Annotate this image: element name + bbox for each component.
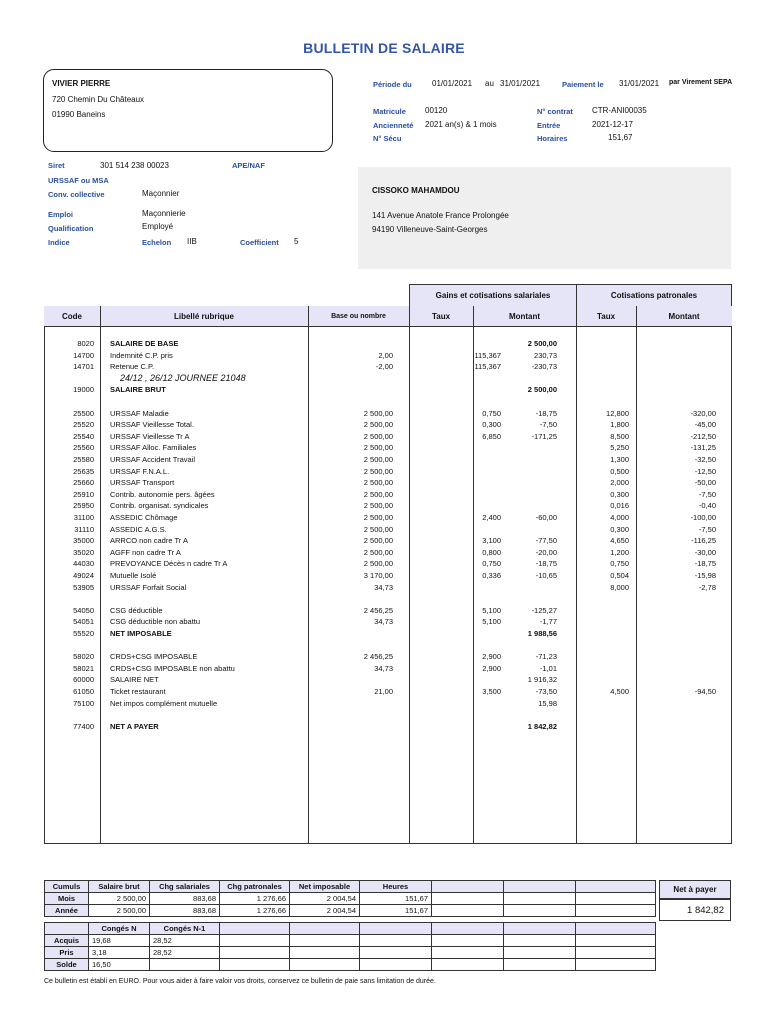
empty-header-cell <box>432 881 504 893</box>
row-base: 2,00 <box>378 350 393 360</box>
row-montant: 2 500,00 <box>527 385 557 395</box>
net-a-payer-label: Net à payer <box>659 880 731 899</box>
row-label: Acquis <box>45 935 89 947</box>
periode-au: au <box>485 79 494 88</box>
row-taux: 6,850 <box>482 431 501 441</box>
row-taux: 2,900 <box>482 663 501 673</box>
cell <box>432 893 504 905</box>
cumuls-row-mois <box>45 893 656 905</box>
cell: 2 500,00 <box>89 893 150 905</box>
anciennete-label: Ancienneté <box>373 121 414 130</box>
row-patronal-montant: -15,98 <box>694 571 716 580</box>
row-libelle: PREVOYANCE Décès n cadre Tr A <box>110 559 228 569</box>
row-libelle: Mutuelle Isolé <box>110 571 157 580</box>
cell: 151,67 <box>360 893 432 905</box>
table-row <box>44 547 732 559</box>
row-montant: -71,23 <box>535 652 557 662</box>
row-libelle: Ticket restaurant <box>110 687 166 696</box>
row-code: 25950 <box>73 501 94 511</box>
matricule-label: Matricule <box>373 107 406 116</box>
row-code: 14700 <box>73 350 94 360</box>
cell <box>504 905 576 917</box>
row-montant: -1,01 <box>539 663 557 673</box>
row-patronal-montant: -30,00 <box>694 547 716 557</box>
siret-value: 301 514 238 00023 <box>100 161 169 170</box>
cell: 2 500,00 <box>89 905 150 917</box>
row-code: 31100 <box>73 513 94 522</box>
table-row <box>44 431 732 443</box>
row-patronal-taux: 4,650 <box>610 536 629 546</box>
empty-header-cell <box>504 923 576 935</box>
cell: 3,18 <box>89 947 150 959</box>
employer-address-line1: 720 Chemin Du Châteaux <box>52 95 145 104</box>
row-montant: 1 842,82 <box>527 721 557 731</box>
row-libelle: ASSEDIC Chômage <box>110 513 178 522</box>
row-label: Mois <box>45 893 89 905</box>
row-libelle: URSSAF Transport <box>110 478 175 488</box>
conges-row-solde <box>45 959 656 971</box>
empty-header-cell <box>290 923 360 935</box>
row-base: 2 500,00 <box>363 524 393 534</box>
cell: 883,68 <box>150 905 220 917</box>
empty-header-cell <box>360 923 432 935</box>
table-row <box>44 384 732 396</box>
row-patronal-montant: -45,00 <box>694 420 716 430</box>
table-row <box>44 489 732 501</box>
row-patronal-montant: -131,25 <box>690 443 716 453</box>
conges-header <box>45 923 89 935</box>
col-header-taux: Taux <box>431 312 451 321</box>
row-base: 2 500,00 <box>363 478 393 488</box>
periode-to: 31/01/2021 <box>500 79 541 88</box>
cell: 28,52 <box>150 947 220 959</box>
siret-label: Siret <box>48 161 65 170</box>
row-patronal-taux: 0,750 <box>610 559 629 569</box>
row-libelle: URSSAF Vieillesse Tr A <box>110 431 190 441</box>
row-libelle: Contrib. autonomie pers. âgées <box>110 489 215 499</box>
table-row <box>44 454 732 466</box>
cell <box>432 905 504 917</box>
cell: 1 276,66 <box>220 905 290 917</box>
row-base: 34,73 <box>374 617 393 627</box>
entree-label: Entrée <box>537 121 561 130</box>
row-montant: 1 988,56 <box>527 629 557 638</box>
row-taux: 3,100 <box>482 536 501 546</box>
table-row <box>44 593 732 605</box>
cell: 883,68 <box>150 893 220 905</box>
row-patronal-montant: -212,50 <box>690 431 716 441</box>
row-montant: 2 500,00 <box>527 339 557 348</box>
row-montant: -171,25 <box>531 431 557 441</box>
row-code: 55520 <box>73 629 94 638</box>
table-row <box>44 419 732 431</box>
row-base: 2 456,25 <box>363 605 393 615</box>
table-row <box>44 640 732 652</box>
table-row <box>44 477 732 489</box>
col-header-base: Base ou nombre <box>331 313 386 320</box>
paiement-date: 31/01/2021 <box>619 79 660 88</box>
empty-header-cell <box>220 923 290 935</box>
row-taux: 0,750 <box>482 559 501 569</box>
row-code: 25540 <box>73 431 94 441</box>
row-taux: 0,750 <box>482 408 501 418</box>
row-code: 53905 <box>73 582 94 592</box>
table-row <box>44 535 732 547</box>
cumuls-header-row <box>45 881 656 893</box>
row-montant: -7,50 <box>539 420 557 430</box>
row-code: 35000 <box>73 536 94 546</box>
row-libelle: CRDS+CSG IMPOSABLE <box>110 652 198 662</box>
cell: 151,67 <box>360 905 432 917</box>
row-montant: -18,75 <box>535 559 557 569</box>
footer-note: Ce bulletin est établi en EURO. Pour vous aider à faire valoir vos droits, conservez ce bulletin de paie sans limitation de durée. <box>44 978 436 985</box>
employee-name: CISSOKO MAHAMDOU <box>372 186 460 195</box>
table-row <box>44 338 732 350</box>
horaires-label: Horaires <box>537 134 568 143</box>
row-libelle: Indemnité C.P. pris <box>110 350 173 360</box>
row-base: 2 500,00 <box>363 431 393 441</box>
row-code: 25660 <box>73 478 94 488</box>
table-row <box>44 628 732 640</box>
row-patronal-montant: -32,50 <box>694 455 716 464</box>
employer-name: VIVIER PIERRE <box>52 79 111 88</box>
conges-header-row <box>45 923 656 935</box>
entree-value: 2021-12-17 <box>592 120 633 129</box>
row-base: 2 456,25 <box>363 652 393 662</box>
row-libelle: URSSAF Vieillesse Total. <box>110 420 194 430</box>
indice-label: Indice <box>48 238 70 247</box>
row-code: 54051 <box>73 617 94 627</box>
row-code: 25500 <box>73 408 94 418</box>
row-libelle: 24/12 , 26/12 JOURNEE 21048 <box>120 372 246 383</box>
cell: 16,50 <box>89 959 150 971</box>
conges-row-acquis <box>45 935 656 947</box>
periode-from: 01/01/2021 <box>432 79 473 88</box>
row-montant: -18,75 <box>535 408 557 418</box>
conges-header: Congés N-1 <box>150 923 220 935</box>
cumuls-header: Cumuls <box>45 881 89 893</box>
row-patronal-taux: 4,500 <box>610 687 629 696</box>
row-montant: -77,50 <box>535 536 557 546</box>
row-patronal-taux: 12,800 <box>606 408 629 418</box>
table-row <box>44 373 732 385</box>
horaires-value: 151,67 <box>608 133 633 142</box>
row-libelle: URSSAF Accident Travail <box>110 455 196 464</box>
table-row <box>44 408 732 420</box>
cell: 2 004,54 <box>290 905 360 917</box>
employee-address-line2: 94190 Villeneuve-Saint-Georges <box>372 225 488 234</box>
table-row <box>44 616 732 628</box>
row-montant: -230,73 <box>531 362 557 372</box>
conges-table <box>44 922 656 971</box>
row-code: 58021 <box>73 663 94 673</box>
row-libelle: ASSEDIC A.G.S. <box>110 524 167 534</box>
row-patronal-montant: -7,50 <box>698 524 716 534</box>
row-patronal-montant: -2,78 <box>698 582 716 592</box>
row-montant: -20,00 <box>535 547 557 557</box>
paiement-mode: par Virement SEPA <box>669 79 733 86</box>
row-patronal-taux: 8,500 <box>610 431 629 441</box>
row-code: 61050 <box>73 687 94 696</box>
table-row <box>44 500 732 512</box>
table-row <box>44 651 732 663</box>
conv-label: Conv. collective <box>48 190 105 199</box>
coefficient-value: 5 <box>294 237 299 246</box>
table-row <box>44 663 732 675</box>
conges-row-pris <box>45 947 656 959</box>
row-taux: 3,500 <box>482 687 501 696</box>
row-montant: -73,50 <box>535 687 557 696</box>
row-patronal-montant: -50,00 <box>694 478 716 488</box>
row-libelle: URSSAF Forfait Social <box>110 582 187 592</box>
col-header-patronal-taux: Taux <box>596 312 616 321</box>
row-patronal-montant: -18,75 <box>694 559 716 569</box>
row-patronal-taux: 2,000 <box>610 478 629 488</box>
row-base: 2 500,00 <box>363 536 393 546</box>
urssaf-label: URSSAF ou MSA <box>48 176 109 185</box>
row-code: 25520 <box>73 420 94 430</box>
cell: 28,52 <box>150 935 220 947</box>
employee-address-line1: 141 Avenue Anatole France Prolongée <box>372 211 509 220</box>
row-base: 34,73 <box>374 663 393 673</box>
qualification-label: Qualification <box>48 224 94 233</box>
contrat-label: N° contrat <box>537 107 573 116</box>
row-libelle: URSSAF Maladie <box>110 408 169 418</box>
cumuls-header: Salaire brut <box>89 881 150 893</box>
row-montant: -125,27 <box>531 605 557 615</box>
col-header-patronal-montant: Montant <box>668 312 700 321</box>
cell: 1 276,66 <box>220 893 290 905</box>
lines-table-header <box>44 306 732 327</box>
row-code: 31110 <box>74 524 94 534</box>
group-header-salariales: Gains et cotisations salariales <box>409 284 577 306</box>
row-base: -2,00 <box>375 362 393 372</box>
matricule-value: 00120 <box>425 106 448 115</box>
row-label: Pris <box>45 947 89 959</box>
emploi-value: Maçonnierie <box>142 209 186 218</box>
row-base: 2 500,00 <box>363 455 393 464</box>
row-code: 44030 <box>73 559 94 569</box>
table-row <box>44 466 732 478</box>
table-row <box>44 350 732 362</box>
row-patronal-montant: -320,00 <box>690 408 716 418</box>
conv-value: Maçonnier <box>142 189 180 198</box>
row-patronal-taux: 1,200 <box>610 547 629 557</box>
row-montant: -1,77 <box>539 617 557 627</box>
table-row <box>44 558 732 570</box>
row-taux: 5,100 <box>482 605 501 615</box>
row-libelle: URSSAF F.N.A.L. <box>110 466 170 476</box>
row-taux: 0,800 <box>482 547 501 557</box>
row-base: 2 500,00 <box>363 513 393 522</box>
table-row <box>44 605 732 617</box>
row-taux: 0,336 <box>482 571 501 580</box>
row-code: 14701 <box>73 362 94 372</box>
anciennete-value: 2021 an(s) & 1 mois <box>425 120 497 129</box>
row-patronal-montant: -0,40 <box>698 501 716 511</box>
row-patronal-montant: -116,25 <box>691 536 716 546</box>
row-libelle: ARRCO non cadre Tr A <box>110 536 188 546</box>
row-libelle: CSG déductible <box>110 605 163 615</box>
cumuls-table <box>44 880 656 917</box>
cumuls-header: Heures <box>360 881 432 893</box>
emploi-label: Emploi <box>48 210 74 219</box>
row-code: 60000 <box>73 675 94 685</box>
row-libelle: CRDS+CSG IMPOSABLE non abattu <box>110 663 235 673</box>
cumuls-header: Net imposable <box>290 881 360 893</box>
row-libelle: URSSAF Alloc. Familiales <box>110 443 197 453</box>
row-label: Année <box>45 905 89 917</box>
table-row <box>44 674 732 686</box>
row-taux: 5,100 <box>482 617 501 627</box>
row-taux: 115,367 <box>474 362 501 372</box>
row-taux: 2,400 <box>482 513 501 522</box>
apenaf-label: APE/NAF <box>232 161 265 170</box>
row-patronal-taux: 5,250 <box>610 443 629 453</box>
row-base: 2 500,00 <box>363 443 393 453</box>
row-montant: 15,98 <box>538 698 557 708</box>
row-patronal-taux: 4,000 <box>610 513 629 522</box>
row-libelle: AGFF non cadre Tr A <box>110 547 181 557</box>
periode-label: Période du <box>373 80 412 89</box>
row-code: 58020 <box>73 652 94 662</box>
row-code: 77400 <box>73 721 94 731</box>
table-row <box>44 512 732 524</box>
table-row <box>44 442 732 454</box>
cell: 2 004,54 <box>290 893 360 905</box>
row-base: 2 500,00 <box>363 420 393 430</box>
echelon-label: Echelon <box>142 238 172 247</box>
row-base: 2 500,00 <box>363 547 393 557</box>
row-code: 49024 <box>73 571 94 580</box>
qualification-value: Employé <box>142 222 174 231</box>
row-patronal-montant: -7,50 <box>698 489 716 499</box>
row-base: 21,00 <box>374 687 393 696</box>
row-patronal-montant: -100,00 <box>690 513 716 522</box>
row-base: 2 500,00 <box>363 559 393 569</box>
group-header-patronales: Cotisations patronales <box>576 284 732 306</box>
cell <box>576 905 656 917</box>
row-code: 8020 <box>77 339 94 348</box>
row-patronal-taux: 1,800 <box>610 420 629 430</box>
table-row <box>44 396 732 408</box>
row-patronal-taux: 0,500 <box>610 466 629 476</box>
row-taux: 0,300 <box>482 420 501 430</box>
col-header-code: Code <box>62 312 82 321</box>
table-row <box>44 709 732 721</box>
row-taux: 2,900 <box>482 652 501 662</box>
row-code: 54050 <box>73 605 94 615</box>
row-libelle: Contrib. organisat. syndicales <box>110 501 209 511</box>
row-base: 2 500,00 <box>363 501 393 511</box>
employer-address-line2: 01990 Baneins <box>52 110 106 119</box>
row-base: 2 500,00 <box>363 408 393 418</box>
row-patronal-taux: 0,300 <box>610 524 629 534</box>
row-patronal-taux: 0,300 <box>610 489 629 499</box>
row-montant: 230,73 <box>534 350 557 360</box>
row-libelle: NET A PAYER <box>110 721 159 731</box>
col-header-montant: Montant <box>508 312 541 321</box>
row-code: 25580 <box>73 455 94 464</box>
coefficient-label: Coefficient <box>240 238 279 247</box>
cumuls-row-annee <box>45 905 656 917</box>
table-row <box>44 582 732 594</box>
row-base: 2 500,00 <box>363 466 393 476</box>
conges-header: Congés N <box>89 923 150 935</box>
row-patronal-montant: -94,50 <box>694 687 716 696</box>
row-code: 25635 <box>73 466 94 476</box>
row-patronal-taux: 1,300 <box>610 455 629 464</box>
row-montant: -10,65 <box>535 571 557 580</box>
row-libelle: SALAIRE BRUT <box>110 385 166 395</box>
empty-header-cell <box>576 923 656 935</box>
table-row <box>44 698 732 710</box>
table-row <box>44 570 732 582</box>
paiement-label: Paiement le <box>562 80 604 89</box>
row-patronal-montant: -12,50 <box>694 466 716 476</box>
row-code: 75100 <box>73 698 94 708</box>
row-libelle: Retenue C.P. <box>110 362 155 372</box>
row-libelle: SALAIRE NET <box>110 675 159 685</box>
cell <box>504 893 576 905</box>
row-base: 3 170,00 <box>363 571 393 580</box>
row-taux: 115,367 <box>474 350 501 360</box>
row-code: 25560 <box>73 443 94 453</box>
contrat-value: CTR-ANI00035 <box>592 106 647 115</box>
echelon-value: IIB <box>187 237 197 246</box>
cumuls-header: Chg salariales <box>150 881 220 893</box>
cell <box>576 893 656 905</box>
table-row <box>44 524 732 536</box>
row-montant: -60,00 <box>535 513 557 522</box>
row-code: 25910 <box>73 489 94 499</box>
table-row <box>44 721 732 733</box>
table-row <box>44 361 732 373</box>
cell: 19,68 <box>89 935 150 947</box>
row-patronal-taux: 0,504 <box>610 571 629 580</box>
cell <box>150 959 220 971</box>
secu-label: N° Sécu <box>373 134 402 143</box>
row-libelle: SALAIRE DE BASE <box>110 339 179 348</box>
row-code: 35020 <box>73 547 94 557</box>
row-montant: 1 916,32 <box>527 675 557 685</box>
row-patronal-taux: 8,000 <box>610 582 629 592</box>
row-label: Solde <box>45 959 89 971</box>
row-base: 2 500,00 <box>363 489 393 499</box>
empty-header-cell <box>432 923 504 935</box>
net-a-payer-value: 1 842,82 <box>659 899 731 921</box>
table-row <box>44 686 732 698</box>
empty-header-cell <box>504 881 576 893</box>
row-libelle: CSG déductible non abattu <box>110 617 201 627</box>
row-libelle: NET IMPOSABLE <box>110 629 172 638</box>
row-patronal-taux: 0,016 <box>610 501 629 511</box>
col-header-libelle: Libellé rubrique <box>173 312 234 321</box>
row-base: 34,73 <box>374 582 393 592</box>
row-code: 19000 <box>73 385 94 395</box>
page-title: BULLETIN DE SALAIRE <box>303 40 465 56</box>
cumuls-header: Chg patronales <box>220 881 290 893</box>
empty-header-cell <box>576 881 656 893</box>
row-libelle: Net impos complément mutuelle <box>110 698 218 708</box>
